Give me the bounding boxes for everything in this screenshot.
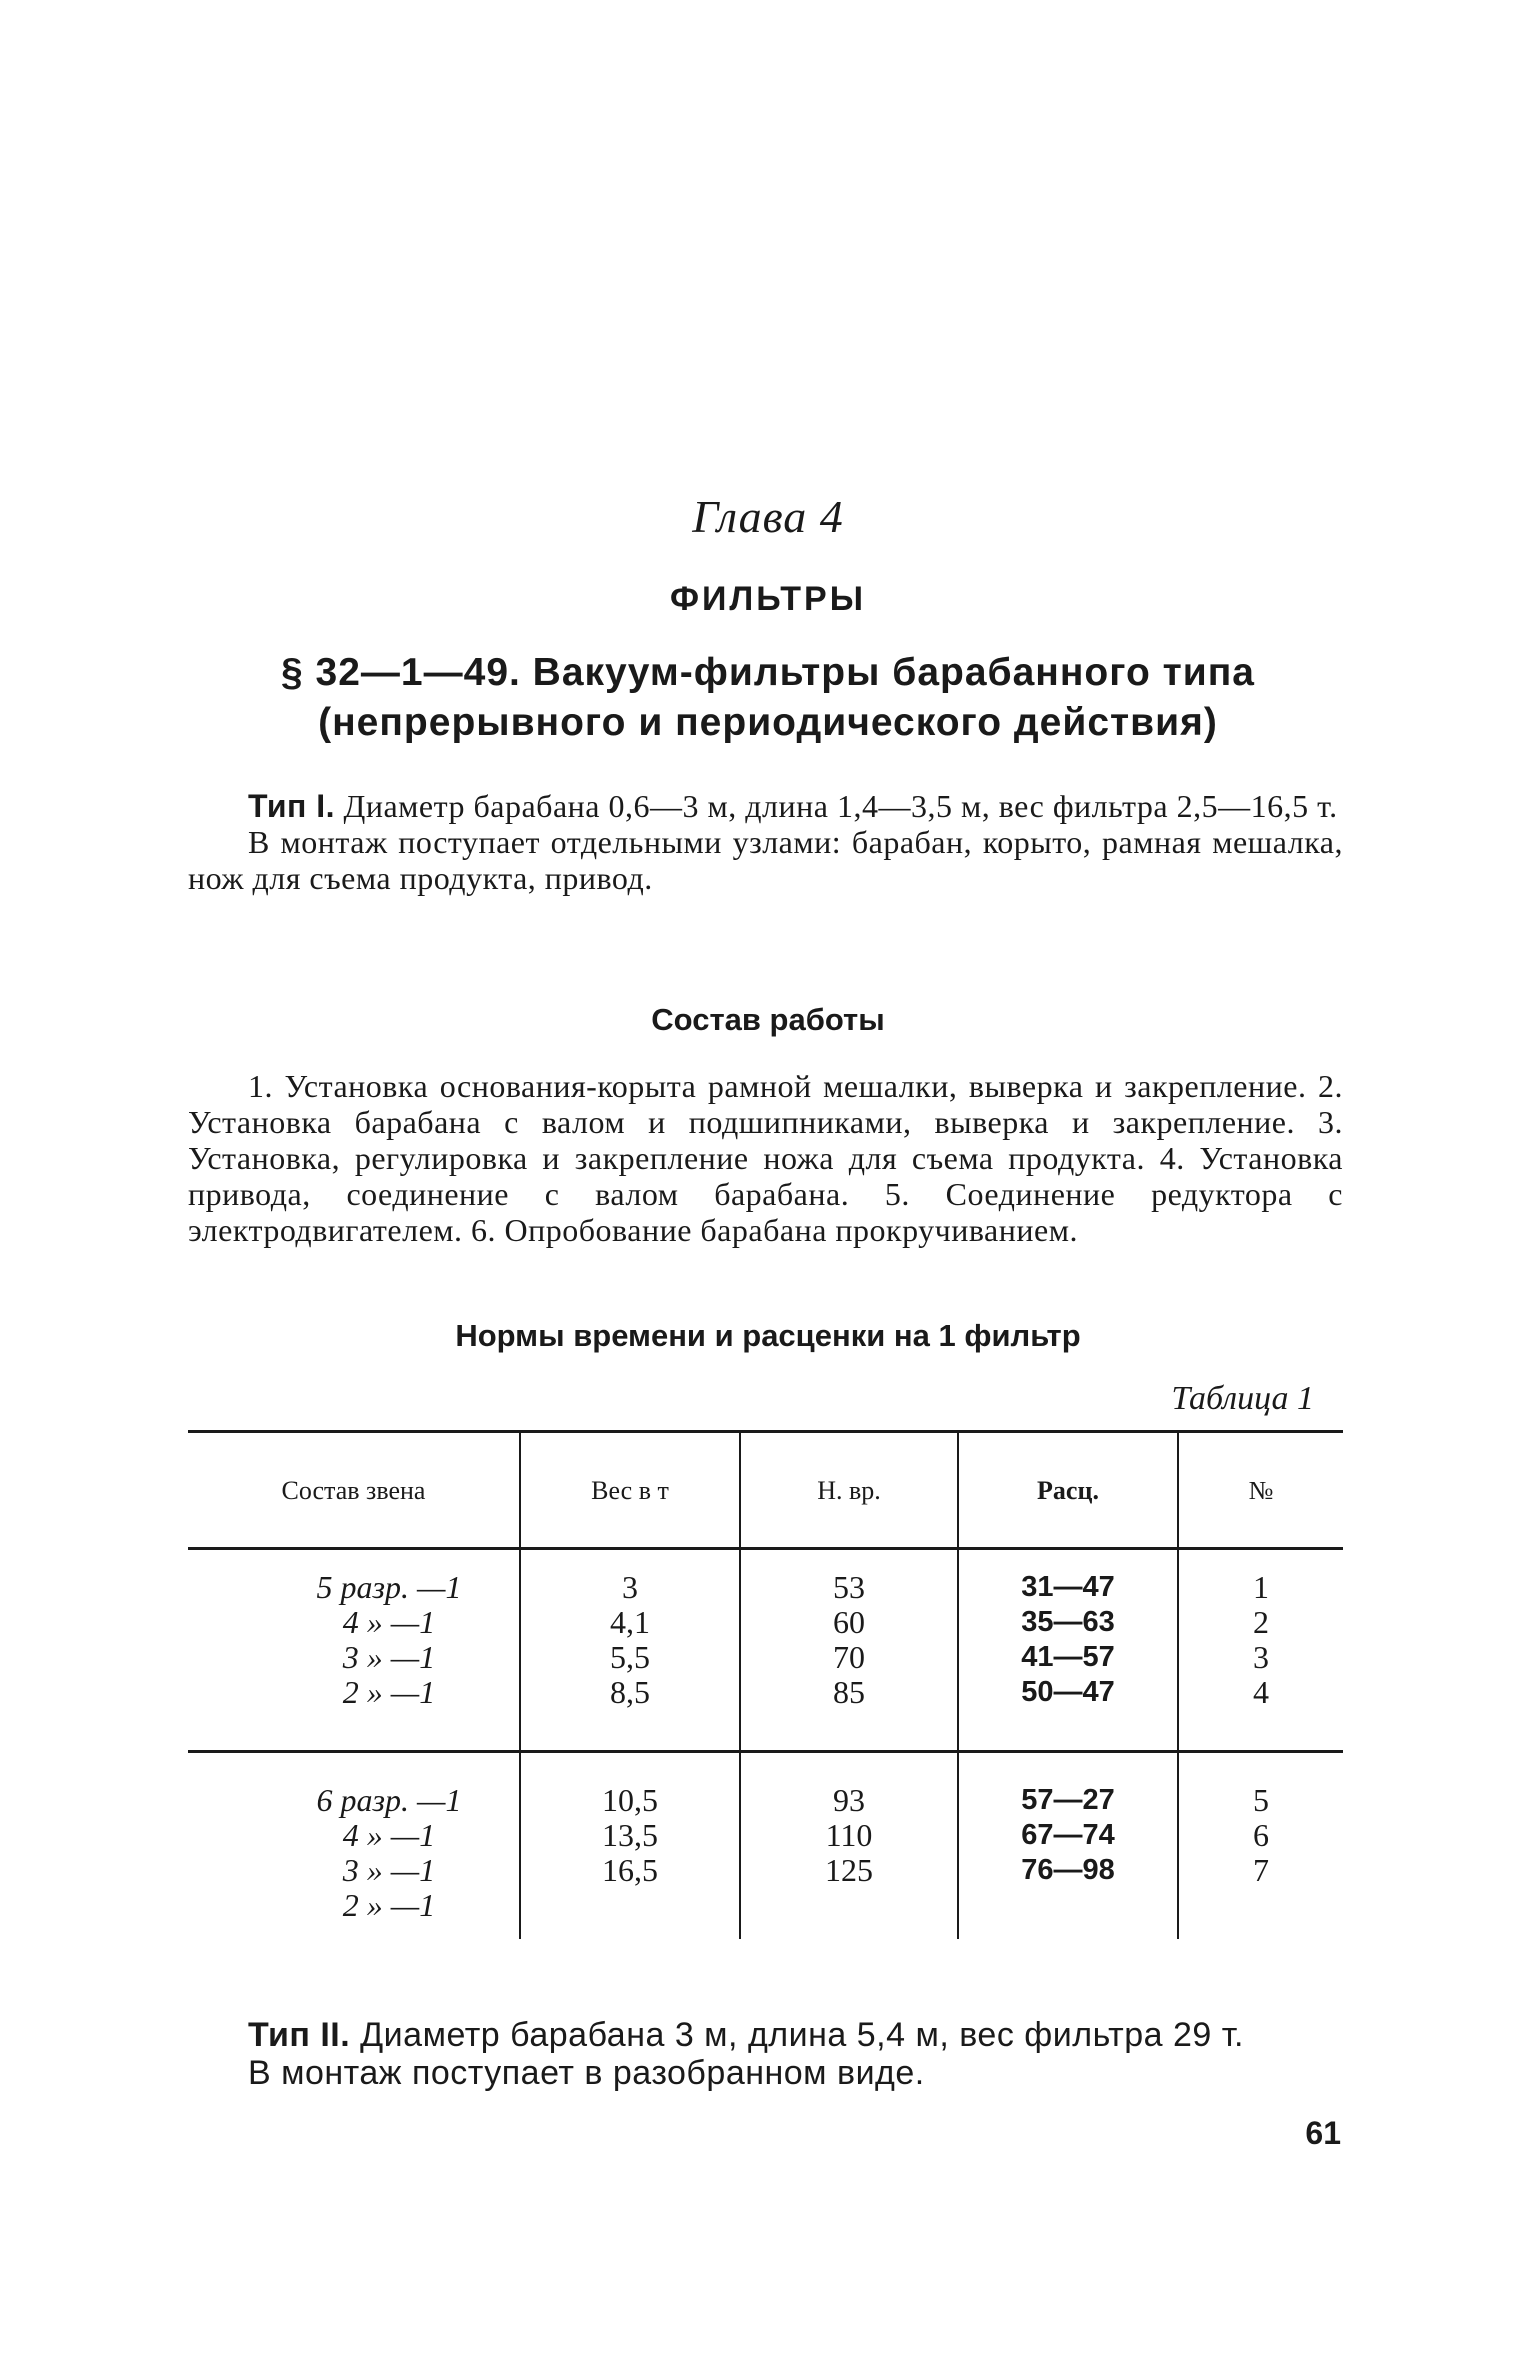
header-weight: Вес в т	[520, 1432, 740, 1549]
header-crew: Состав звена	[188, 1432, 520, 1549]
type1-assembly-paragraph	[188, 824, 1343, 896]
type1-assembly: В монтаж поступает отдельными узлами: барабан, корыто, рамная мешалка, нож для съема продукта, привод.	[188, 824, 1343, 896]
work-composition-text	[188, 1068, 1343, 1248]
time-value: 93	[833, 1782, 865, 1818]
weight-value: 4,1	[610, 1604, 650, 1640]
time-value: 70	[833, 1639, 865, 1675]
weight-cell	[520, 1549, 740, 1752]
crew-line: 4 » —1	[342, 1817, 436, 1853]
table-caption: Таблица 1	[1171, 1380, 1314, 1417]
number-value	[1180, 1888, 1342, 1923]
work-composition-body: 1. Установка основания-корыта рамной мешалки, выверка и закрепление. 2. Установка барабана с валом и подшипниками, выверка и закрепление. 3. Установка, регулировка и закрепление ножа для съема продукта. 4. Установка привода, соединение с валом барабана. 5. Соединение редуктора с электродвигателем. 6. Опробование барабана прокручиванием.	[188, 1068, 1343, 1248]
rate-value: 57—27	[1021, 1784, 1115, 1816]
number-value: 6	[1253, 1817, 1269, 1853]
type1-description-paragraph	[188, 788, 1343, 824]
weight-value: 10,5	[602, 1782, 658, 1818]
weight-value: 8,5	[610, 1674, 650, 1710]
table-row-group-2	[188, 1752, 1343, 1940]
crew-line: 2 » —1	[342, 1887, 436, 1923]
rate-value: 50—47	[1021, 1676, 1115, 1708]
header-number: №	[1178, 1432, 1343, 1549]
number-value: 2	[1253, 1604, 1269, 1640]
paragraph-heading	[0, 648, 1536, 748]
crew-cell	[188, 1752, 520, 1940]
weight-value: 5,5	[610, 1639, 650, 1675]
header-time: Н. вр.	[740, 1432, 958, 1549]
number-cell	[1178, 1549, 1343, 1752]
type2-lead: Тип II.	[248, 2016, 351, 2054]
rate-cell	[958, 1549, 1178, 1752]
time-value: 125	[825, 1852, 873, 1888]
weight-value: 16,5	[602, 1852, 658, 1888]
section-title: ФИЛЬТРЫ	[669, 580, 867, 618]
weight-value: 3	[622, 1569, 638, 1605]
rate-value	[960, 1888, 1176, 1923]
number-value: 7	[1253, 1852, 1269, 1888]
rate-value: 41—57	[1021, 1641, 1115, 1673]
weight-value: 13,5	[602, 1817, 658, 1853]
rate-value: 31—47	[1021, 1571, 1115, 1603]
type2-description: Диаметр барабана 3 м, длина 5,4 м, вес фильтра 29 т.	[360, 2016, 1244, 2054]
crew-line: 3 » —1	[342, 1639, 436, 1675]
rate-value: 76—98	[1021, 1854, 1115, 1886]
time-cell	[740, 1752, 958, 1940]
crew-line: 3 » —1	[342, 1852, 436, 1888]
weight-value	[522, 1888, 738, 1923]
type1-description: Диаметр барабана 0,6—3 м, длина 1,4—3,5 м, вес фильтра 2,5—16,5 т.	[343, 788, 1338, 824]
table-header-row	[188, 1432, 1343, 1549]
number-cell	[1178, 1752, 1343, 1940]
crew-line: 4 » —1	[342, 1604, 436, 1640]
type2-assembly-paragraph	[188, 2054, 1343, 2092]
rate-cell	[958, 1752, 1178, 1940]
chapter-title: Глава 4	[692, 491, 844, 542]
time-cell	[740, 1549, 958, 1752]
work-composition-heading: Состав работы	[651, 1002, 885, 1037]
crew-line: 2 » —1	[342, 1674, 436, 1710]
rate-value: 35—63	[1021, 1606, 1115, 1638]
type2-description-paragraph	[188, 2016, 1343, 2054]
time-value: 60	[833, 1604, 865, 1640]
page-number: 61	[1305, 2115, 1341, 2151]
rate-value: 67—74	[1021, 1819, 1115, 1851]
paragraph-heading-line1: § 32—1—49. Вакуум-фильтры барабанного типа	[281, 651, 1255, 694]
time-value: 110	[825, 1817, 873, 1853]
number-value: 5	[1253, 1782, 1269, 1818]
norms-heading: Нормы времени и расценки на 1 фильтр	[455, 1318, 1081, 1353]
norms-table	[188, 1430, 1343, 1939]
paragraph-heading-line2: (непрерывного и периодического действия)	[318, 701, 1218, 744]
type2-assembly: В монтаж поступает в разобранном виде.	[248, 2054, 925, 2092]
type1-block	[188, 788, 1343, 896]
number-value: 3	[1253, 1639, 1269, 1675]
type1-lead: Тип I.	[248, 788, 335, 824]
type2-block	[188, 2016, 1343, 2092]
number-value: 4	[1253, 1674, 1269, 1710]
time-value: 85	[833, 1674, 865, 1710]
crew-cell	[188, 1549, 520, 1752]
crew-line: 6 разр. —1	[316, 1782, 462, 1818]
weight-cell	[520, 1752, 740, 1940]
number-value: 1	[1253, 1569, 1269, 1605]
header-rate: Расц.	[958, 1432, 1178, 1549]
time-value	[742, 1888, 956, 1923]
time-value: 53	[833, 1569, 865, 1605]
table-row-group-1	[188, 1549, 1343, 1752]
crew-line: 5 разр. —1	[316, 1569, 462, 1605]
